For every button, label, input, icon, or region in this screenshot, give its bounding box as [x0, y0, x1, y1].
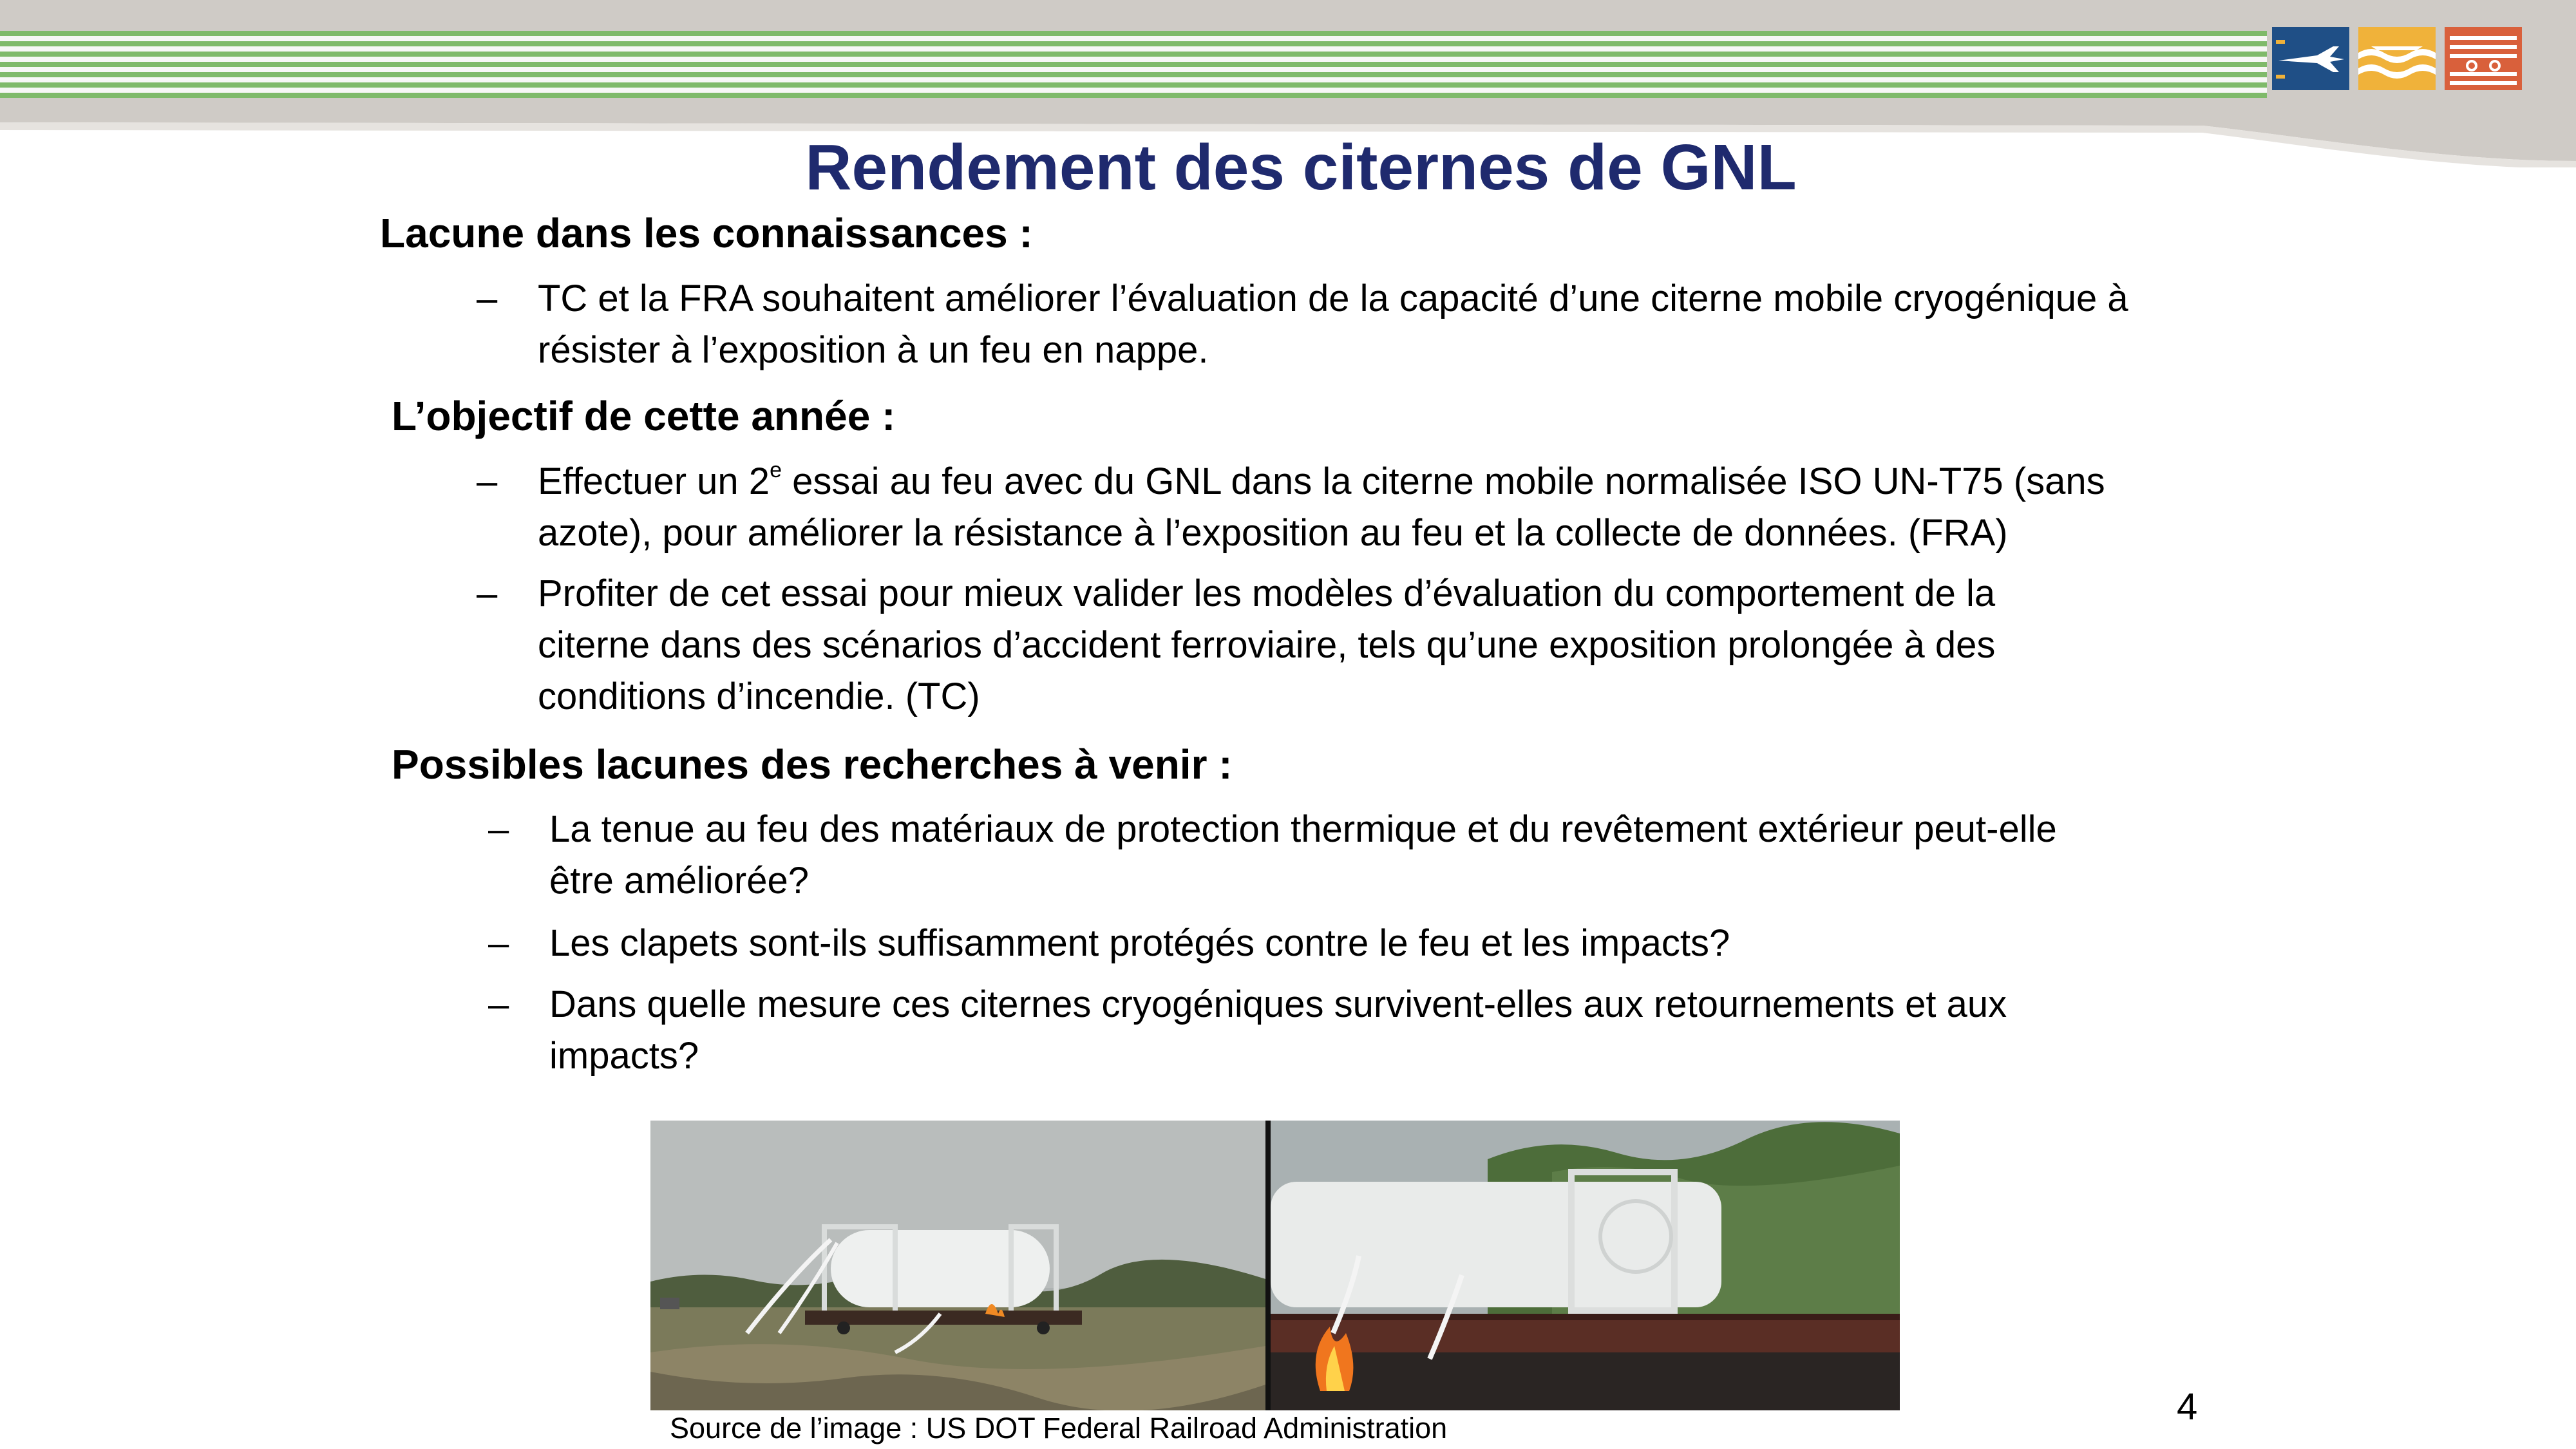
aviation-logo: [2272, 27, 2349, 90]
bullet-item: [477, 273, 2215, 376]
slide-title: Rendement des citernes de GNL: [805, 131, 1797, 204]
bullet-dash: –: [488, 808, 509, 850]
bullet-item: [488, 979, 2227, 1082]
bullet-text: La tenue au feu des matériaux de protection thermique et du revêtement extérieur peut-elle être améliorée?: [549, 808, 2057, 902]
bullet-item: [477, 568, 2215, 723]
bullet-item: [488, 804, 2227, 907]
photo-left-panel: [650, 1121, 1265, 1410]
bullet-dash: –: [488, 983, 509, 1025]
photo-right-panel: [1271, 1121, 1900, 1410]
rail-logo: [2445, 27, 2522, 90]
fire-test-photo: [650, 1121, 1900, 1410]
bullet-text: Les clapets sont-ils suffisamment protégés contre le feu et les impacts?: [549, 922, 1730, 964]
bullet-text: Profiter de cet essai pour mieux valider les modèles d’évaluation du comportement de la citerne dans des scénarios d’accident ferroviaire, tels qu’une exposition prolongée à des conditions d’incendie. (TC): [538, 573, 1996, 717]
bullet-item: [488, 918, 2227, 969]
bullet-text: Effectuer un 2e essai au feu avec du GNL dans la citerne mobile normalisée ISO UN-T75 (sans azote), pour améliorer la résistance à l’exposition au feu et la collecte de données. (FRA): [538, 457, 2105, 554]
image-caption: Source de l’image : US DOT Federal Railroad Administration: [670, 1412, 1448, 1444]
bullet-dash: –: [477, 460, 498, 502]
bullet-dash: –: [477, 573, 498, 614]
page-number: 4: [2177, 1386, 2198, 1428]
bullet-text: Dans quelle mesure ces citernes cryogéniques survivent-elles aux retournements et aux impacts?: [549, 983, 2007, 1077]
section-heading-future-research: Possibles lacunes des recherches à venir :: [392, 741, 1233, 788]
bullet-dash: –: [477, 278, 498, 319]
bullet-item: [477, 456, 2215, 559]
marine-logo: [2358, 27, 2436, 90]
logo-group: [2272, 27, 2522, 91]
section-heading-knowledge-gap: Lacune dans les connaissances :: [380, 210, 1033, 256]
bullet-text: TC et la FRA souhaitent améliorer l’évaluation de la capacité d’une citerne mobile cryogénique à résister à l’exposition à un feu en nappe.: [538, 278, 2128, 371]
bullet-dash: –: [488, 922, 509, 964]
section-heading-objective: L’objectif de cette année :: [392, 393, 896, 439]
